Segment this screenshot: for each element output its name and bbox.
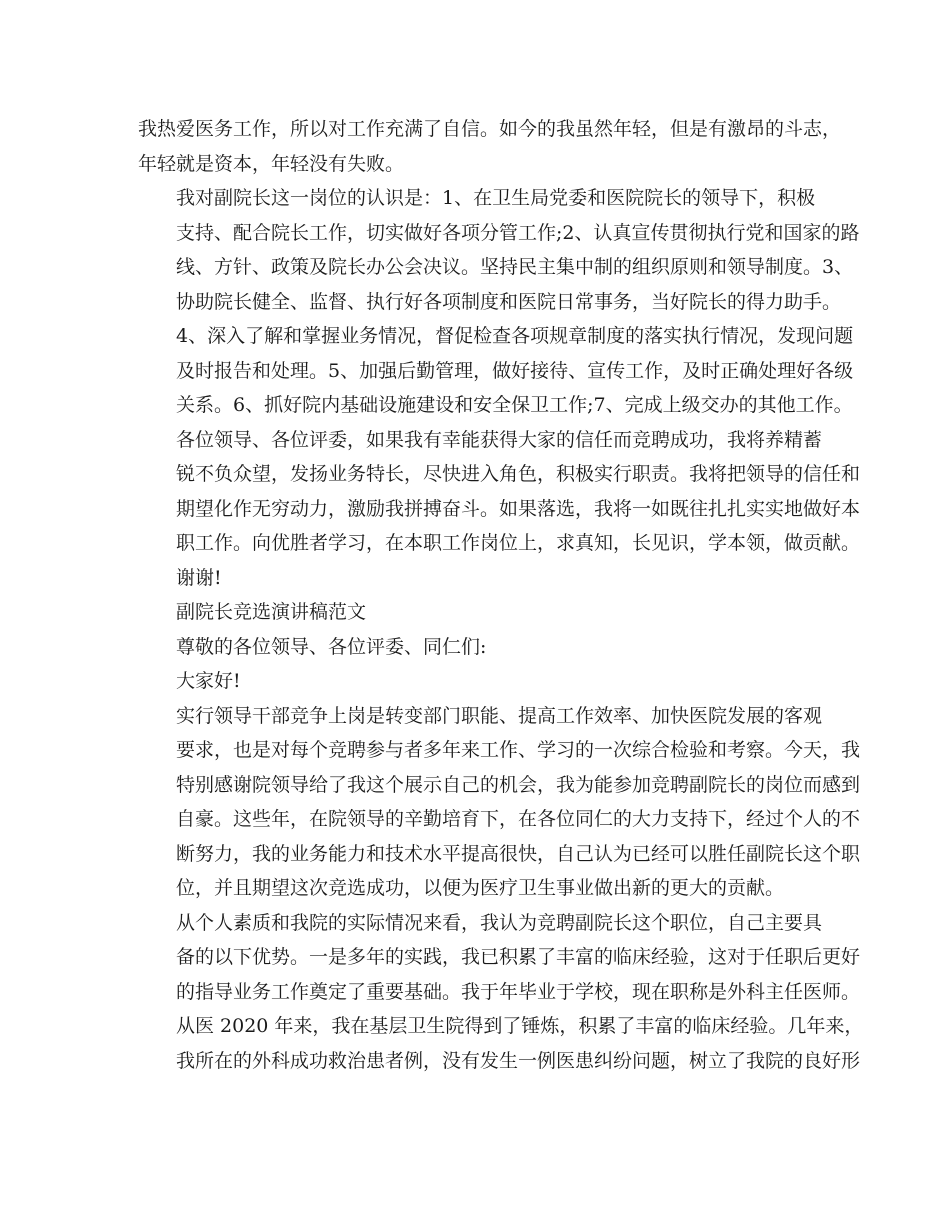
text-line: 断努力，我的业务能力和技术水平提高很快，自己认为已经可以胜任副院长这个职 (176, 842, 861, 865)
paragraph (138, 699, 861, 906)
paragraph (138, 595, 828, 630)
paragraph (138, 561, 828, 596)
paragraph (138, 181, 860, 423)
text-line: 尊敬的各位领导、各位评委、同仁们: (176, 635, 487, 658)
text-line: 年轻就是资本，年轻没有失败。 (138, 152, 405, 175)
text-line: 期望化作无穷动力，激励我拼搏奋斗。如果落选，我将一如既往扎扎实实地做好本 (176, 497, 861, 520)
paragraph (138, 630, 828, 665)
text-line: 从个人素质和我院的实际情况来看，我认为竞聘副院长这个职位，自己主要具 (176, 911, 823, 934)
text-line: 我热爱医务工作，所以对工作充满了自信。如今的我虽然年轻，但是有激昂的斗志， (138, 118, 842, 140)
paragraph (138, 423, 861, 561)
paragraph (138, 906, 864, 1079)
text-line: 各位领导、各位评委，如果我有幸能获得大家的信任而竞聘成功，我将养精蓄 (176, 428, 823, 451)
text-line: 锐不负众望，发扬业务特长，尽快进入角色，积极实行职责。我将把领导的信任和 (176, 463, 861, 485)
text-line: 支持、配合院长工作，切实做好各项分管工作;2、认真宣传贯彻执行党和国家的路 (176, 221, 860, 244)
text-line: 谢谢! (176, 566, 222, 589)
document-body (138, 112, 864, 1078)
text-line: 职工作。向优胜者学习，在本职工作岗位上，求真知，长见识，学本领，做贡献。 (176, 532, 861, 554)
text-line: 备的以下优势。一是多年的实践，我已积累了丰富的临床经验，这对于任职后更好 (176, 946, 861, 968)
text-line: 要求，也是对每个竞聘参与者多年来工作、学习的一次综合检验和考察。今天，我 (176, 739, 861, 761)
text-line: 大家好! (176, 670, 241, 692)
text-line: 4、深入了解和掌握业务情况，督促检查各项规章制度的落实执行情况，发现问题 (176, 325, 854, 347)
text-line: 的指导业务工作奠定了重要基础。我于年毕业于学校，现在职称是外科主任医师。 (176, 980, 861, 1003)
text-line: 位，并且期望这次竞选成功，以便为医疗卫生事业做出新的更大的贡献。 (176, 877, 785, 899)
text-line: 我所在的外科成功救治患者例，没有发生一例医患纠纷问题，树立了我院的良好形 (176, 1049, 861, 1072)
text-line: 及时报告和处理。5、加强后勤管理，做好接待、宣传工作，及时正确处理好各级 (176, 359, 854, 382)
text-line: 从医 2020 年来，我在基层卫生院得到了锤炼，积累了丰富的临床经验。几年来， (176, 1015, 864, 1037)
text-line: 线、方针、政策及院长办公会决议。坚持民主集中制的组织原则和领导制度。3、 (176, 256, 854, 278)
text-line: 自豪。这些年，在院领导的辛勤培育下，在各位同仁的大力支持下，经过个人的不 (176, 808, 861, 830)
paragraph (138, 112, 842, 181)
paragraph (138, 664, 828, 699)
text-line: 关系。6、抓好院内基础设施建设和安全保卫工作;7、完成上级交办的其他工作。 (176, 394, 853, 416)
text-line: 我对副院长这一岗位的认识是：1、在卫生局党委和医院院长的领导下，积极 (176, 187, 816, 209)
text-line: 副院长竞选演讲稿范文 (176, 601, 367, 623)
text-line: 特别感谢院领导给了我这个展示自己的机会，我为能参加竞聘副院长的岗位而感到 (176, 773, 861, 796)
text-line: 协助院长健全、监督、执行好各项制度和医院日常事务，当好院长的得力助手。 (176, 290, 842, 313)
text-line: 实行领导干部竞争上岗是转变部门职能、提高工作效率、加快医院发展的客观 (176, 704, 823, 727)
